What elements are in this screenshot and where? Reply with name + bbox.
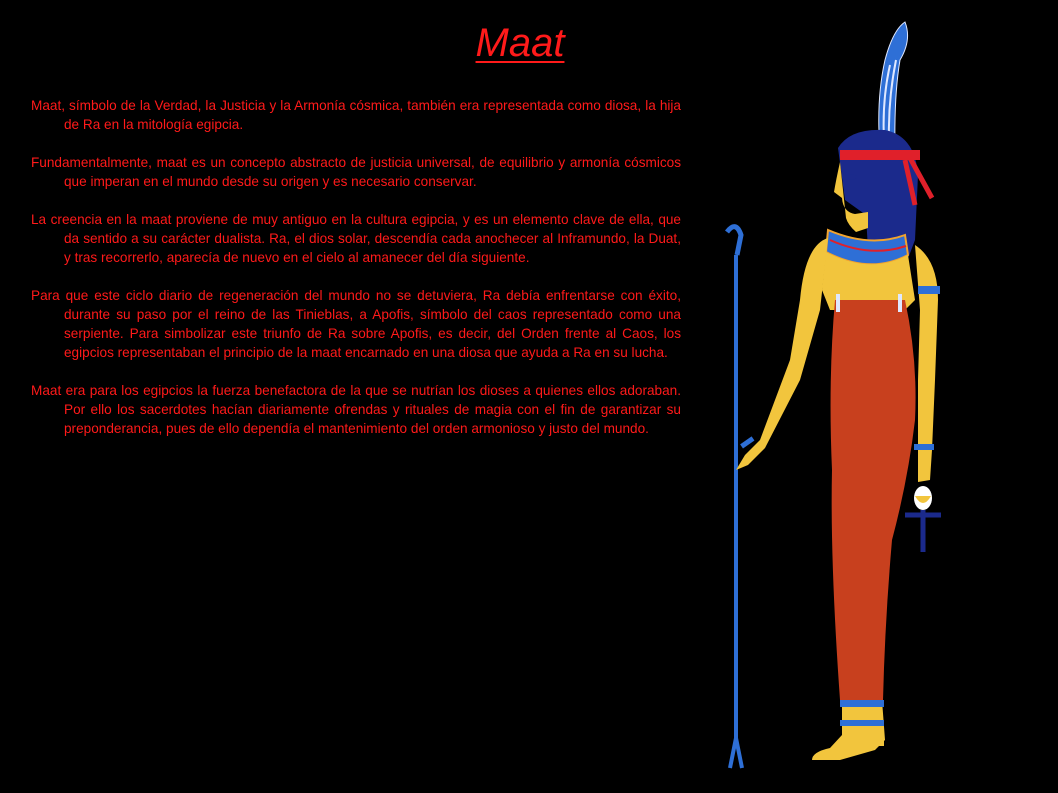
was-scepter [727,227,742,768]
paragraph-4: Para que este ciclo diario de regeneración del mundo no se detuviera, Ra debía enfrentarse con éxito, durante su paso por el reino de las Tinieblas, a Apofis, símbolo del caos representado como una serpiente. Para simbolizar este triunfo de Ra sobre Apofis, es decir, del Orden frente al Caos, los egipcios representaban el principio de la maat encarnado en una diosa que ayuda a Ra en su lucha. [31,288,681,360]
left-arm [736,238,828,470]
dress [831,300,916,700]
paragraph-5: Maat era para los egipcios la fuerza benefactora de la que se nutrían los dioses a quienes ellos adoraban. Por ello los sacerdotes hacían diariamente ofrendas y rituales de magia con el fin de garantizar su preponderancia, pues de ello dependía el mantenimiento del orden armonioso y justo del mundo. [31,383,681,436]
slide-title: Maat [475,21,565,65]
body-text [31,96,681,457]
paragraph-1: Maat, símbolo de la Verdad, la Justicia y la Armonía cósmica, también era representada como diosa, la hija de Ra en la mitología egipcia. [31,98,681,132]
headband [840,150,920,160]
paragraph-2: Fundamentalmente, maat es un concepto abstracto de justicia universal, de equilibrio y armonía cósmicos que imperan en el mundo desde su origen y es necesario conservar. [31,155,681,189]
maat-goddess-illustration [705,14,965,793]
paragraph-3: La creencia en la maat proviene de muy antiguo en la cultura egipcia, y es un elemento clave de ella, que da sentido a su carácter dualista. Ra, el dios solar, descendía cada anochecer al Inframundo, la Duat, y tras recorrerlo, aparecía de nuevo en el cielo al amanecer del día siguiente. [31,212,681,265]
ankh-icon [905,486,941,552]
